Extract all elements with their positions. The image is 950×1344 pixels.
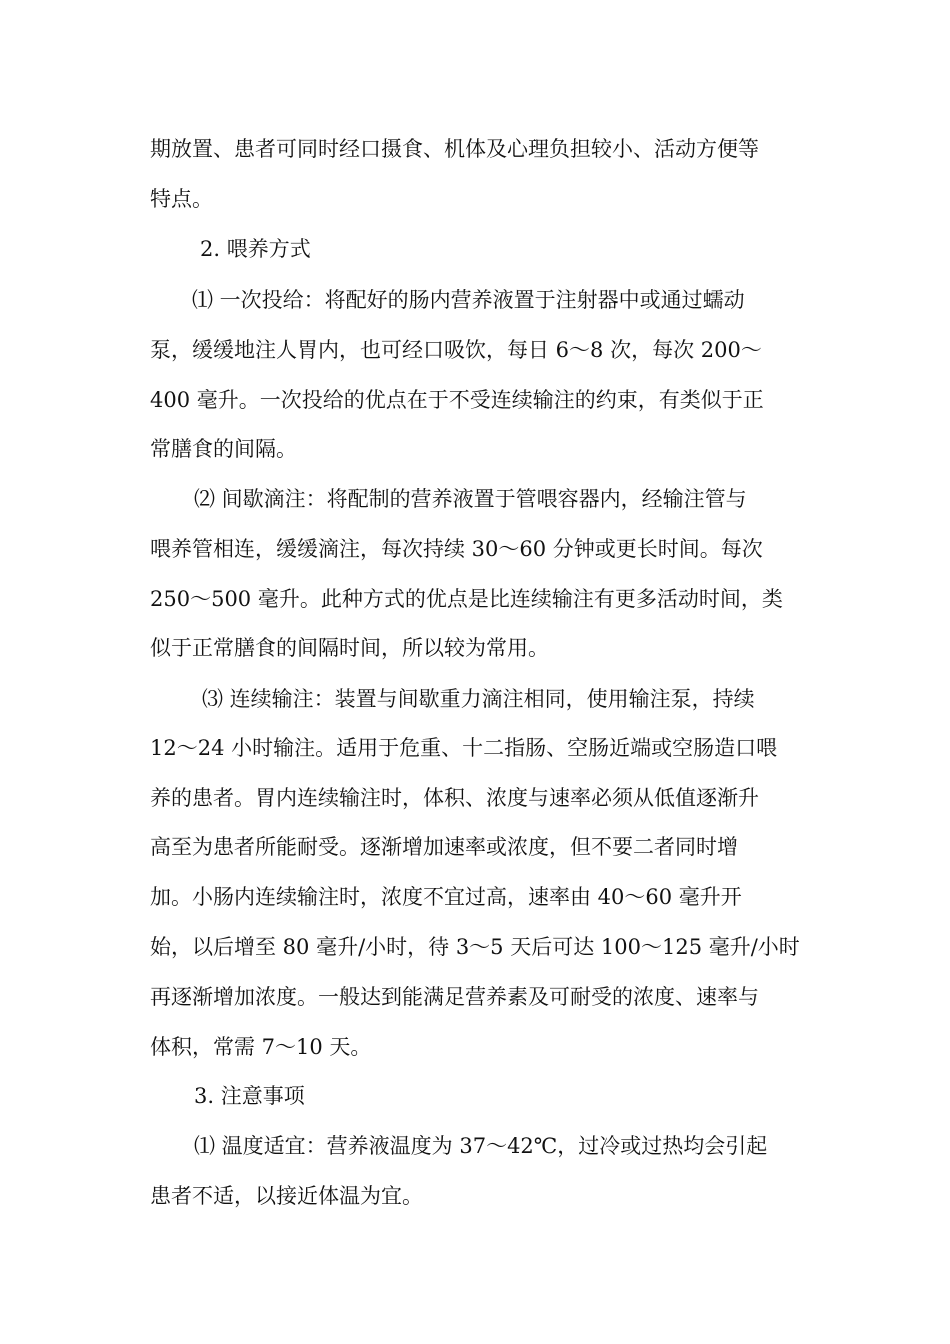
- paragraph-line: 高至为患者所能耐受。逐渐增加速率或浓度，但不要二者同时增: [150, 835, 738, 859]
- paragraph-line: 250～500 毫升。此种方式的优点是比连续输注有更多活动时间，类: [150, 587, 783, 611]
- paragraph-line: ⑴ 一次投给：将配好的肠内营养液置于注射器中或通过蠕动: [192, 288, 745, 312]
- section-heading-feeding-methods: 2. 喂养方式: [200, 237, 311, 261]
- paragraph-line: 加。小肠内连续输注时，浓度不宜过高，速率由 40～60 毫升开: [150, 885, 742, 909]
- paragraph-line: 喂养管相连，缓缓滴注，每次持续 30～60 分钟或更长时间。每次: [150, 537, 763, 561]
- paragraph-line: ⑶ 连续输注：装置与间歇重力滴注相同，使用输注泵，持续: [202, 687, 755, 711]
- paragraph-line: 泵，缓缓地注人胃内，也可经口吸饮，每日 6～8 次，每次 200～: [150, 338, 762, 362]
- paragraph-line: 似于正常膳食的间隔时间，所以较为常用。: [150, 636, 549, 660]
- paragraph-line: 患者不适，以接近体温为宜。: [150, 1184, 423, 1208]
- paragraph-line: 养的患者。胃内连续输注时，体积、浓度与速率必须从低值逐渐升: [150, 786, 759, 810]
- paragraph-line: 12～24 小时输注。适用于危重、十二指肠、空肠近端或空肠造口喂: [150, 736, 778, 760]
- paragraph-line: 始，以后增至 80 毫升/小时，待 3～5 天后可达 100～125 毫升/小时: [150, 935, 800, 959]
- paragraph-line: 特点。: [150, 187, 213, 211]
- paragraph-line: 再逐渐增加浓度。一般达到能满足营养素及可耐受的浓度、速率与: [150, 985, 759, 1009]
- paragraph-line: ⑵ 间歇滴注：将配制的营养液置于管喂容器内，经输注管与: [194, 487, 747, 511]
- section-heading-precautions: 3. 注意事项: [194, 1084, 305, 1108]
- paragraph-line: 体积，常需 7～10 天。: [150, 1035, 372, 1059]
- paragraph-line: 期放置、患者可同时经口摄食、机体及心理负担较小、活动方便等: [150, 137, 759, 161]
- paragraph-line: 400 毫升。一次投给的优点在于不受连续输注的约束，有类似于正: [150, 388, 764, 412]
- paragraph-line: 常膳食的间隔。: [150, 437, 297, 461]
- paragraph-line: ⑴ 温度适宜：营养液温度为 37～42℃，过冷或过热均会引起: [194, 1134, 768, 1158]
